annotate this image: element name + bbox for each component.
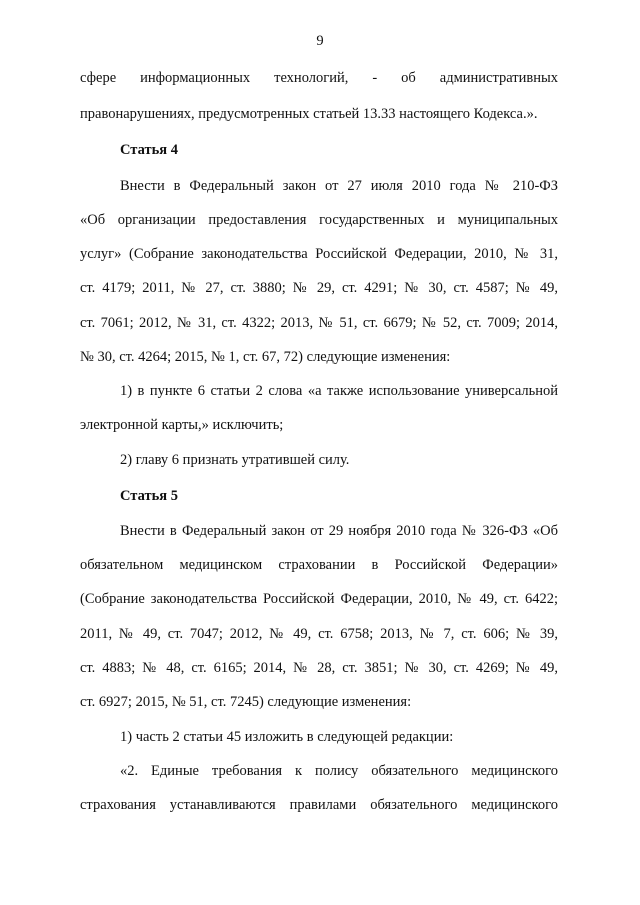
text-line: ст. 4179; 2011, № 27, ст. 3880; № 29, ст. 4291; № 30, ст. 4587; № 49, <box>80 280 558 296</box>
text-line: 1) в пункте 6 статьи 2 слова «а также использование универсальной <box>120 383 558 399</box>
text-line: Внести в Федеральный закон от 27 июля 2010 года № 210-ФЗ <box>120 178 558 194</box>
text-line: ст. 7061; 2012, № 31, ст. 4322; 2013, № 51, ст. 6679; № 52, ст. 7009; 2014, <box>80 315 558 331</box>
article-heading: Статья 5 <box>120 488 178 504</box>
text-line: 1) часть 2 статьи 45 изложить в следующей редакции: <box>120 729 454 745</box>
text-line: 2) главу 6 признать утратившей силу. <box>120 452 350 468</box>
article-heading: Статья 4 <box>120 142 178 158</box>
text-line: (Собрание законодательства Российской Федерации, 2010, № 49, ст. 6422; <box>80 591 558 607</box>
text-line: 2011, № 49, ст. 7047; 2012, № 49, ст. 6758; 2013, № 7, ст. 606; № 39, <box>80 626 558 642</box>
text-line: Внести в Федеральный закон от 29 ноября 2010 года № 326-ФЗ «Об <box>120 523 558 539</box>
text-line: ст. 6927; 2015, № 51, ст. 7245) следующие изменения: <box>80 694 412 710</box>
text-line: «2. Единые требования к полису обязательного медицинского <box>120 763 558 779</box>
text-line: правонарушениях, предусмотренных статьей 13.33 настоящего Кодекса.». <box>80 106 538 122</box>
text-line: ст. 4883; № 48, ст. 6165; 2014, № 28, ст. 3851; № 30, ст. 4269; № 49, <box>80 660 558 676</box>
page-number: 9 <box>316 33 324 49</box>
text-line: обязательном медицинском страховании в Российской Федерации» <box>80 557 558 573</box>
text-line: № 30, ст. 4264; 2015, № 1, ст. 67, 72) следующие изменения: <box>80 349 451 365</box>
text-line: «Об организации предоставления государственных и муниципальных <box>80 212 558 228</box>
text-line: сфере информационных технологий, - об административных <box>80 70 558 86</box>
text-line: страхования устанавливаются правилами обязательного медицинского <box>80 797 558 813</box>
text-line: электронной карты,» исключить; <box>80 417 284 433</box>
text-line: услуг» (Собрание законодательства Российской Федерации, 2010, № 31, <box>80 246 558 262</box>
